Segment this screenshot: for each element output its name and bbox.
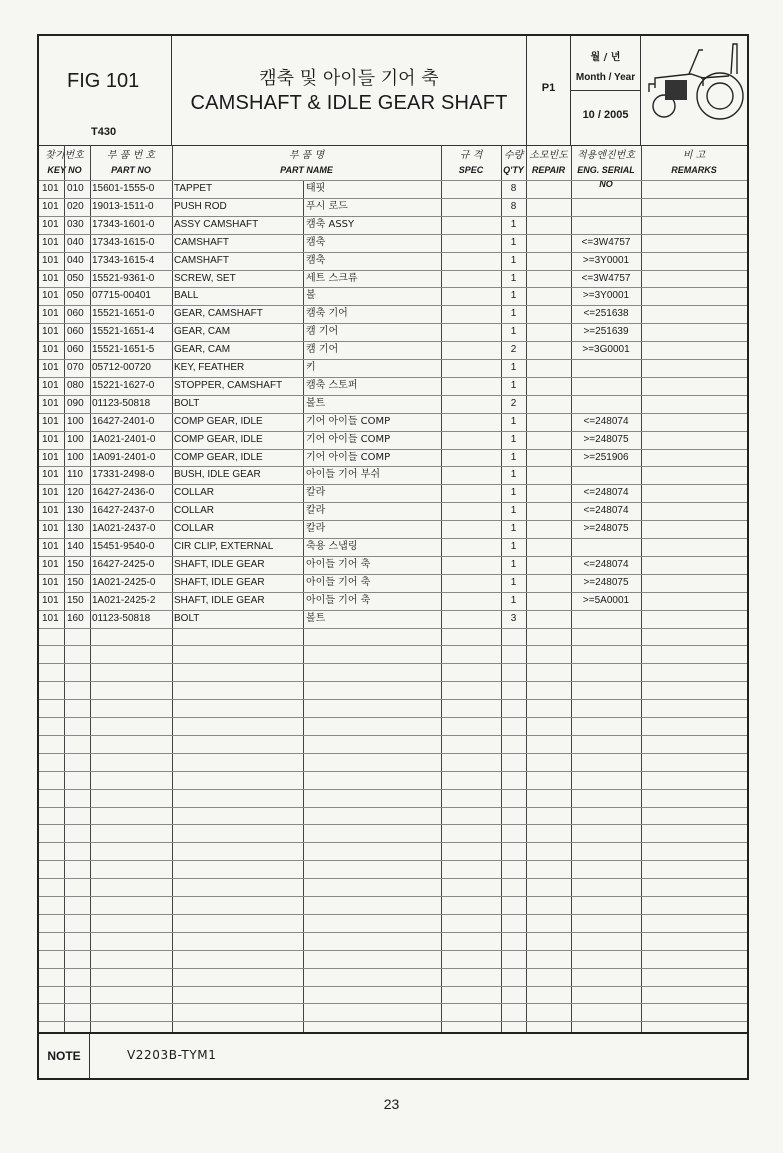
page-number: 23 <box>383 1096 400 1112</box>
col-eng-serial: 적용엔진번호 ENG. SERIAL NO <box>577 150 635 189</box>
date-label-korean: 월 / 년 <box>590 52 621 63</box>
cell-part: 1A021-2425-0 <box>92 576 156 588</box>
cell-name-en: STOPPER, CAMSHAFT <box>174 379 283 391</box>
cell-fig: 101 <box>42 344 59 356</box>
cell-key: 030 <box>67 218 84 230</box>
cell-name-en: GEAR, CAM <box>174 326 231 338</box>
col-remarks: 비 고 REMARKS <box>671 150 717 175</box>
cell-name-en: COLLAR <box>174 487 215 499</box>
cell-serial: >=3Y0001 <box>582 290 630 302</box>
cell-key: 040 <box>67 236 84 248</box>
cell-part: 15521-1651-5 <box>92 344 155 356</box>
cell-fig: 101 <box>42 183 59 194</box>
cell-part: 15451-9540-0 <box>92 541 155 552</box>
cell-name-en: SCREW, SET <box>174 272 236 284</box>
cell-qty: 1 <box>510 326 517 338</box>
cell-qty: 8 <box>510 183 517 194</box>
cell-fig: 101 <box>42 451 59 463</box>
cell-serial: >=251906 <box>583 451 629 463</box>
cell-name-kr: 볼 <box>306 290 316 302</box>
cell-part: 15601-1555-0 <box>92 183 155 194</box>
cell-fig: 101 <box>42 308 59 320</box>
cell-qty: 1 <box>510 541 517 552</box>
cell-name-en: CIR CLIP, EXTERNAL <box>174 541 274 552</box>
tractor-illustration <box>641 36 747 145</box>
parts-list-sheet <box>37 34 749 1080</box>
cell-part: 15521-9361-0 <box>92 272 155 284</box>
cell-fig: 101 <box>42 218 59 230</box>
cell-name-kr: 캠 기어 <box>306 326 339 338</box>
cell-qty: 8 <box>510 200 517 212</box>
cell-part: 15221-1627-0 <box>92 379 155 391</box>
fig-number: FIG 101 <box>67 70 140 92</box>
cell-name-kr: 캠축 스토퍼 <box>306 379 358 391</box>
cell-name-en: COLLAR <box>174 505 215 517</box>
title-korean: 캠축 및 아이들 기어 축 <box>259 68 439 89</box>
cell-part: 19013-1511-0 <box>92 200 154 212</box>
note-box <box>39 1032 747 1078</box>
cell-key: 140 <box>67 541 84 552</box>
cell-key: 100 <box>67 451 84 463</box>
cell-part: 1A091-2401-0 <box>92 451 156 463</box>
cell-fig: 101 <box>42 326 59 338</box>
cell-key: 090 <box>67 397 84 409</box>
cell-part: 16427-2437-0 <box>92 505 155 517</box>
date-cell <box>571 36 641 145</box>
note-text: V2203B-TYM1 <box>127 1048 217 1062</box>
cell-name-kr: 축용 스냅링 <box>306 541 358 552</box>
cell-fig: 101 <box>42 272 59 284</box>
cell-qty: 1 <box>510 272 517 284</box>
page-code: P1 <box>541 82 556 94</box>
cell-serial: <=248074 <box>583 487 629 499</box>
cell-serial: <=3W4757 <box>581 236 631 248</box>
cell-name-en: KEY, FEATHER <box>174 362 245 373</box>
cell-name-kr: 칼라 <box>306 523 326 535</box>
cell-fig: 101 <box>42 558 59 570</box>
cell-key: 130 <box>67 505 84 517</box>
cell-qty: 1 <box>510 505 517 517</box>
cell-key: 130 <box>67 523 84 535</box>
cell-qty: 1 <box>510 433 517 445</box>
cell-fig: 101 <box>42 236 59 248</box>
cell-qty: 1 <box>510 254 517 266</box>
cell-qty: 1 <box>510 379 517 391</box>
tractor-icon <box>641 36 747 145</box>
cell-fig: 101 <box>42 541 59 552</box>
cell-key: 070 <box>67 362 84 373</box>
cell-serial: <=248074 <box>583 505 629 517</box>
cell-part: 17343-1615-0 <box>92 236 155 248</box>
cell-qty: 1 <box>510 469 517 481</box>
cell-name-en: COLLAR <box>174 523 215 535</box>
cell-key: 060 <box>67 308 84 320</box>
cell-key: 020 <box>67 200 84 212</box>
cell-fig: 101 <box>42 433 59 445</box>
cell-serial: <=251638 <box>583 308 629 320</box>
cell-part: 17331-2498-0 <box>92 469 155 481</box>
cell-name-kr: 기어 아이들 COMP <box>306 451 391 463</box>
cell-key: 050 <box>67 272 84 284</box>
cell-fig: 101 <box>42 200 59 212</box>
cell-serial: <=3W4757 <box>581 272 631 284</box>
cell-name-en: GEAR, CAMSHAFT <box>174 308 263 320</box>
cell-name-en: COMP GEAR, IDLE <box>174 451 263 463</box>
cell-serial: >=248075 <box>583 433 629 445</box>
col-part-no: 부 품 번 호 PART NO <box>106 150 156 175</box>
col-key-no: 찾기번호 KEY NO <box>45 150 84 175</box>
cell-key: 050 <box>67 290 84 302</box>
cell-part: 01123-50818 <box>92 612 151 624</box>
cell-fig: 101 <box>42 487 59 499</box>
cell-key: 100 <box>67 433 84 445</box>
cell-part: 1A021-2425-2 <box>92 594 156 606</box>
cell-qty: 1 <box>510 290 517 302</box>
cell-name-en: ASSY CAMSHAFT <box>174 218 259 230</box>
cell-name-en: BALL <box>174 290 199 302</box>
cell-qty: 1 <box>510 558 517 570</box>
page-cell <box>527 36 571 145</box>
cell-serial: >=3G0001 <box>582 344 630 356</box>
cell-part: 1A021-2401-0 <box>92 433 156 445</box>
cell-name-en: SHAFT, IDLE GEAR <box>174 594 265 606</box>
cell-serial: <=248074 <box>583 558 629 570</box>
cell-name-kr: 캠 기어 <box>306 344 339 356</box>
cell-qty: 1 <box>510 308 517 320</box>
cell-fig: 101 <box>42 469 59 481</box>
cell-key: 010 <box>67 183 84 194</box>
cell-qty: 1 <box>510 451 517 463</box>
cell-fig: 101 <box>42 290 59 302</box>
cell-part: 07715-00401 <box>92 290 151 302</box>
cell-name-kr: 푸시 로드 <box>306 200 348 212</box>
cell-part: 01123-50818 <box>92 397 151 409</box>
cell-key: 100 <box>67 415 84 427</box>
cell-name-kr: 캠축 <box>306 236 326 248</box>
cell-fig: 101 <box>42 379 59 391</box>
cell-part: 05712-00720 <box>92 362 151 373</box>
cell-part: 15521-1651-0 <box>92 308 155 320</box>
cell-name-en: GEAR, CAM <box>174 344 231 356</box>
cell-qty: 1 <box>510 594 517 606</box>
cell-key: 060 <box>67 326 84 338</box>
cell-fig: 101 <box>42 576 59 588</box>
cell-name-en: PUSH ROD <box>174 200 227 212</box>
model-code: T430 <box>91 126 117 138</box>
cell-name-kr: 기어 아이들 COMP <box>306 433 391 445</box>
col-spec: 규 격 SPEC <box>458 150 484 175</box>
cell-name-kr: 아이들 기어 축 <box>306 576 371 588</box>
cell-qty: 1 <box>510 362 517 373</box>
cell-part: 17343-1601-0 <box>92 218 155 230</box>
cell-part: 16427-2436-0 <box>92 487 155 499</box>
cell-name-en: COMP GEAR, IDLE <box>174 415 263 427</box>
cell-fig: 101 <box>42 523 59 535</box>
cell-name-kr: 태핏 <box>306 183 326 194</box>
date-label-english: Month / Year <box>575 72 636 83</box>
cell-qty: 3 <box>510 612 517 624</box>
cell-name-en: COMP GEAR, IDLE <box>174 433 263 445</box>
cell-fig: 101 <box>42 362 59 373</box>
cell-name-kr: 캠축 <box>306 254 326 266</box>
cell-name-en: TAPPET <box>174 183 213 194</box>
cell-name-kr: 볼트 <box>306 612 326 624</box>
cell-key: 150 <box>67 594 84 606</box>
col-repair: 소모빈도 REPAIR <box>529 150 568 175</box>
cell-qty: 1 <box>510 523 517 535</box>
cell-name-en: SHAFT, IDLE GEAR <box>174 576 265 588</box>
cell-fig: 101 <box>42 612 59 624</box>
cell-name-en: BOLT <box>174 397 200 409</box>
col-part-name: 부 품 명 PART NAME <box>280 150 333 175</box>
cell-key: 080 <box>67 379 84 391</box>
cell-key: 060 <box>67 344 84 356</box>
cell-qty: 1 <box>510 576 517 588</box>
cell-serial: >=248075 <box>583 576 629 588</box>
cell-key: 040 <box>67 254 84 266</box>
cell-name-kr: 칼라 <box>306 487 326 499</box>
cell-key: 120 <box>67 487 84 499</box>
cell-fig: 101 <box>42 415 59 427</box>
col-qty: 수량 Q'TY <box>503 150 524 175</box>
cell-serial: >=3Y0001 <box>582 254 630 266</box>
cell-name-en: SHAFT, IDLE GEAR <box>174 558 265 570</box>
cell-name-en: CAMSHAFT <box>174 254 229 266</box>
cell-fig: 101 <box>42 254 59 266</box>
cell-name-kr: 키 <box>306 362 316 373</box>
cell-qty: 2 <box>510 344 517 356</box>
cell-key: 160 <box>67 612 84 624</box>
cell-key: 110 <box>67 469 83 481</box>
cell-qty: 1 <box>510 218 517 230</box>
cell-part: 1A021-2437-0 <box>92 523 156 535</box>
cell-qty: 2 <box>510 397 517 409</box>
cell-name-kr: 아이들 기어 축 <box>306 558 371 570</box>
cell-qty: 1 <box>510 487 517 499</box>
cell-serial: >=5A0001 <box>582 594 630 606</box>
title-english: CAMSHAFT & IDLE GEAR SHAFT <box>190 92 508 114</box>
cell-name-kr: 세트 스크류 <box>306 272 358 284</box>
cell-part: 16427-2425-0 <box>92 558 155 570</box>
cell-fig: 101 <box>42 594 59 606</box>
cell-fig: 101 <box>42 505 59 517</box>
cell-serial: >=251639 <box>583 326 629 338</box>
cell-key: 150 <box>67 558 84 570</box>
cell-name-en: CAMSHAFT <box>174 236 229 248</box>
cell-name-kr: 아이들 기어 축 <box>306 594 371 606</box>
cell-name-kr: 캠축 ASSY <box>306 218 355 230</box>
cell-part: 15521-1651-4 <box>92 326 155 338</box>
cell-name-kr: 기어 아이들 COMP <box>306 415 391 427</box>
cell-serial: <=248074 <box>583 415 629 427</box>
fig-cell <box>39 36 172 145</box>
title-cell <box>172 36 527 145</box>
cell-name-en: BOLT <box>174 612 200 624</box>
cell-name-en: BUSH, IDLE GEAR <box>174 469 261 481</box>
cell-name-kr: 칼라 <box>306 505 326 517</box>
date-value: 10 / 2005 <box>582 109 629 121</box>
cell-name-kr: 아이들 기어 부쉬 <box>306 469 380 481</box>
cell-part: 17343-1615-4 <box>92 254 155 266</box>
cell-qty: 1 <box>510 236 517 248</box>
cell-name-kr: 캠축 기어 <box>306 308 348 320</box>
cell-part: 16427-2401-0 <box>92 415 155 427</box>
cell-name-kr: 볼트 <box>306 397 326 409</box>
note-label: NOTE <box>39 1034 90 1078</box>
cell-qty: 1 <box>510 415 517 427</box>
cell-serial: >=248075 <box>583 523 629 535</box>
cell-key: 150 <box>67 576 84 588</box>
cell-fig: 101 <box>42 397 59 409</box>
